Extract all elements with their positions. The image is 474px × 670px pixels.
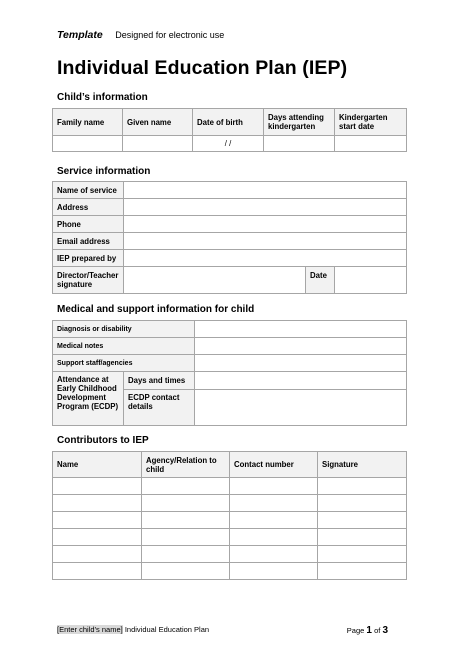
email-address-label: Email address [53,233,124,250]
medical-heading: Medical and support information for child [57,304,255,315]
header-subtitle: Designed for electronic use [115,30,225,40]
contributor-contact-cell[interactable] [230,512,318,529]
family-name-field[interactable] [53,136,123,152]
contributor-agency-cell[interactable] [142,495,230,512]
page-title: Individual Education Plan (IEP) [57,57,348,79]
service-info-table [52,181,407,294]
service-info-heading: Service information [57,166,151,177]
contributor-agency-cell[interactable] [142,512,230,529]
kindergarten-start-field[interactable] [335,136,407,152]
col-contact-number: Contact number [230,452,318,478]
child-info-table [52,108,407,152]
address-field[interactable] [124,199,407,216]
phone-field[interactable] [124,216,407,233]
days-times-label: Days and times [124,372,195,390]
director-signature-field[interactable] [124,267,306,294]
director-signature-label: Director/Teacher signature [53,267,124,294]
contributor-contact-cell[interactable] [230,495,318,512]
support-staff-field[interactable] [195,355,407,372]
service-row [53,199,407,216]
medical-notes-label: Medical notes [53,338,195,355]
document-header [57,29,224,41]
table-row [53,495,407,512]
contributor-agency-cell[interactable] [142,546,230,563]
contributor-contact-cell[interactable] [230,546,318,563]
date-label: Date [306,267,335,294]
iep-prepared-by-label: IEP prepared by [53,250,124,267]
days-attending-field[interactable] [264,136,335,152]
email-address-field[interactable] [124,233,407,250]
contributor-agency-cell[interactable] [142,478,230,495]
page-label: Page [346,626,365,635]
page-total: 3 [382,625,388,636]
given-name-field[interactable] [123,136,193,152]
contributor-agency-cell[interactable] [142,529,230,546]
col-kindergarten-start: Kindergarten start date [335,109,407,136]
service-row [53,216,407,233]
medical-row [53,355,407,372]
col-date-of-birth: Date of birth [193,109,264,136]
col-given-name: Given name [123,109,193,136]
name-of-service-label: Name of service [53,182,124,199]
contributor-name-cell[interactable] [53,546,142,563]
child-info-header-row [53,109,407,136]
support-staff-label: Support staff/agencies [53,355,195,372]
page-indicator [347,625,388,636]
contributor-contact-cell[interactable] [230,563,318,580]
address-label: Address [53,199,124,216]
medical-row [53,372,407,390]
service-row [53,182,407,199]
child-info-heading: Child’s information [57,92,148,103]
contributor-contact-cell[interactable] [230,529,318,546]
table-row [53,529,407,546]
table-row [53,563,407,580]
medical-row [53,321,407,338]
attendance-ecdp-label: Attendance at Early Childhood Development Program (ECDP) [53,372,124,426]
contributor-name-cell[interactable] [53,529,142,546]
table-row [53,478,407,495]
service-row [53,250,407,267]
child-info-entry-row [53,136,407,152]
page-number: 1 [366,625,372,636]
col-days-attending: Days attending kindergarten [264,109,335,136]
contributor-signature-cell[interactable] [318,529,407,546]
table-row [53,512,407,529]
contributor-name-cell[interactable] [53,563,142,580]
name-of-service-field[interactable] [124,182,407,199]
contributor-name-cell[interactable] [53,512,142,529]
col-agency-relation: Agency/Relation to child [142,452,230,478]
diagnosis-label: Diagnosis or disability [53,321,195,338]
contributors-table [52,451,407,580]
contributors-heading: Contributors to IEP [57,435,149,446]
child-name-placeholder[interactable]: [Enter child’s name] [57,625,123,634]
col-name: Name [53,452,142,478]
ecdp-contact-field[interactable] [195,390,407,426]
col-signature: Signature [318,452,407,478]
date-of-birth-field[interactable]: / / [193,136,264,152]
contributor-signature-cell[interactable] [318,563,407,580]
contributor-signature-cell[interactable] [318,495,407,512]
contributor-signature-cell[interactable] [318,512,407,529]
template-label: Template [57,29,103,41]
service-row [53,267,407,294]
footer-left [57,625,209,634]
medical-table [52,320,407,426]
contributor-contact-cell[interactable] [230,478,318,495]
ecdp-contact-label: ECDP contact details [124,390,195,426]
contributors-header-row [53,452,407,478]
diagnosis-field[interactable] [195,321,407,338]
contributor-signature-cell[interactable] [318,478,407,495]
table-row [53,546,407,563]
service-row [53,233,407,250]
col-family-name: Family name [53,109,123,136]
contributor-name-cell[interactable] [53,495,142,512]
contributor-agency-cell[interactable] [142,563,230,580]
iep-prepared-by-field[interactable] [124,250,407,267]
date-field[interactable] [335,267,407,294]
contributor-name-cell[interactable] [53,478,142,495]
medical-row [53,338,407,355]
contributor-signature-cell[interactable] [318,546,407,563]
of-label: of [374,626,381,635]
footer-doc-title: Individual Education Plan [124,625,210,634]
days-times-field[interactable] [195,372,407,390]
medical-notes-field[interactable] [195,338,407,355]
phone-label: Phone [53,216,124,233]
